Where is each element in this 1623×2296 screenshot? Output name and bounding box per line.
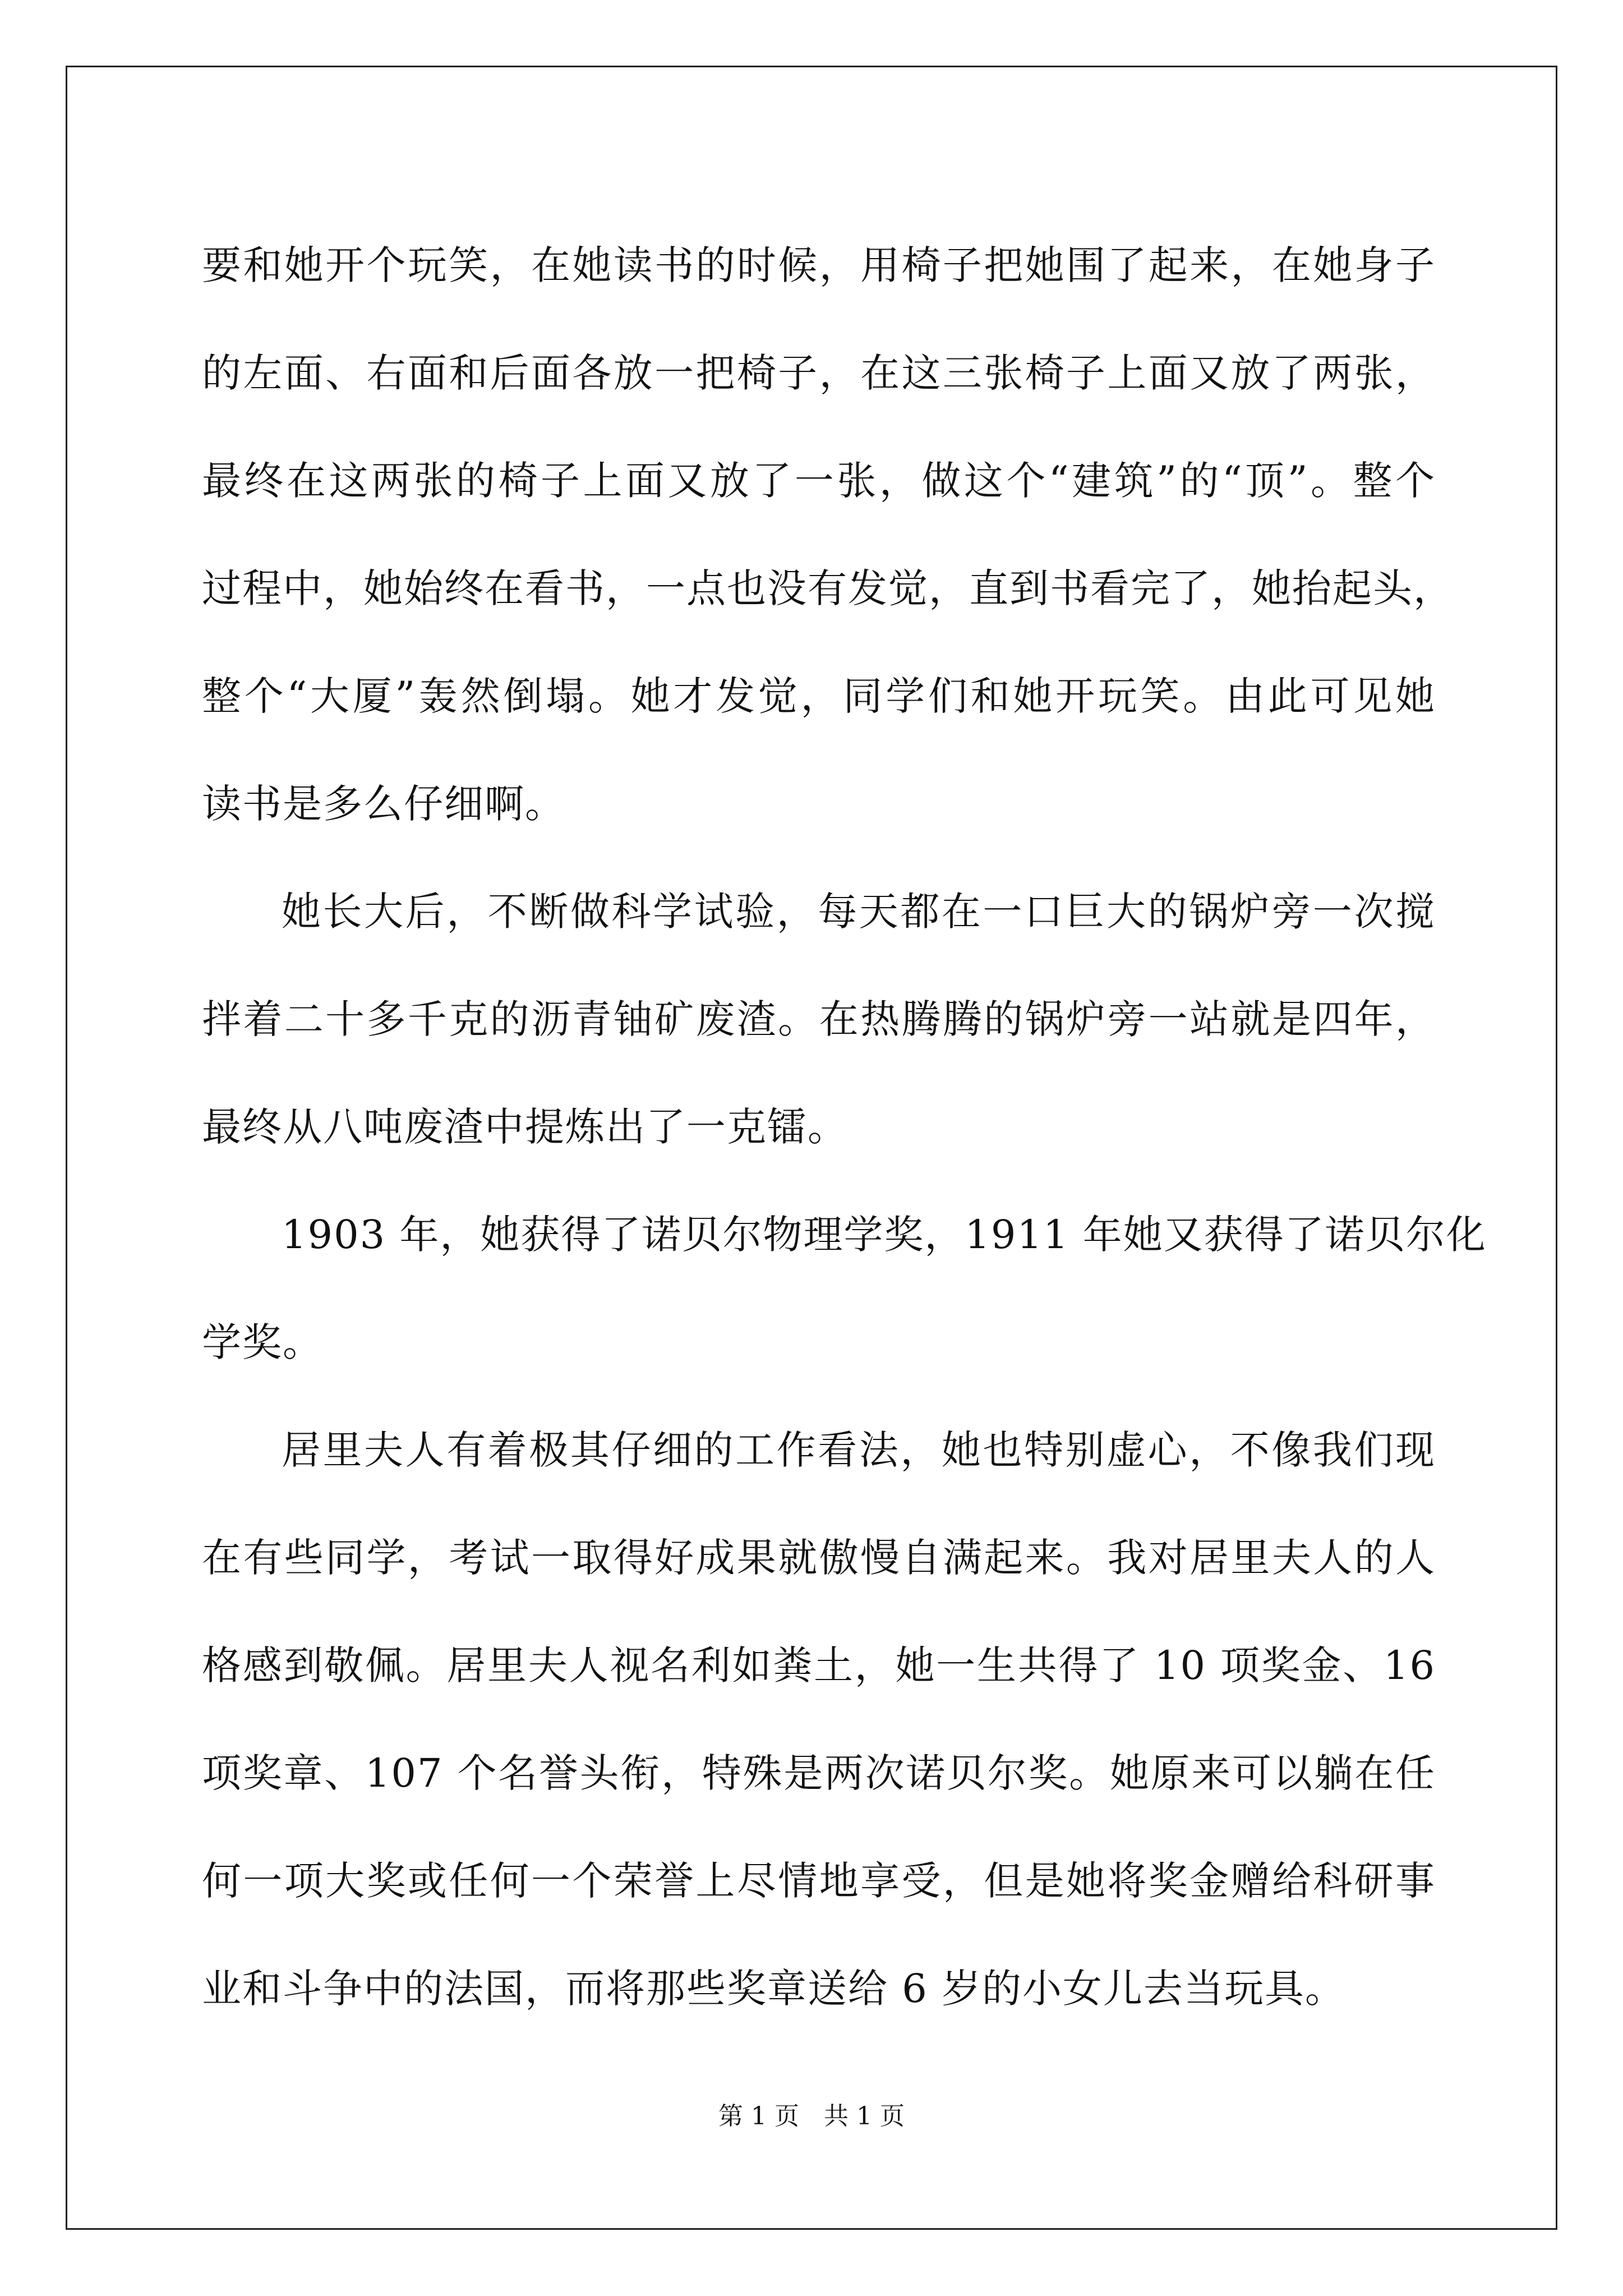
text-line: 她长大后，不断做科学试验，每天都在一口巨大的锅炉旁一次搅 [282, 889, 1436, 935]
text-line: 学奖。 [202, 1319, 323, 1365]
text-line: 拌着二十多千克的沥青铀矿废渣。在热腾腾的锅炉旁一站就是四年， [202, 996, 1436, 1042]
document-body [202, 211, 1487, 2042]
text-line: 过程中，她始终在看书，一点也没有发觉，直到书看完了，她抬起头， [202, 565, 1454, 611]
text-line: 项奖章、107 个名誉头衔，特殊是两次诺贝尔奖。她原来可以躺在任 [202, 1750, 1436, 1796]
page-number-footer: 第 1 页 共 1 页 [718, 2102, 905, 2131]
text-line: 在有些同学，考试一取得好成果就傲慢自满起来。我对居里夫人的人 [202, 1535, 1436, 1581]
text-line: 最终在这两张的椅子上面又放了一张，做这个“建筑”的“顶”。整个 [202, 458, 1436, 504]
text-line: 读书是多么仔细啊。 [202, 781, 565, 827]
text-line: 居里夫人有着极其仔细的工作看法，她也特别虚心，不像我们现 [282, 1427, 1436, 1473]
text-line: 业和斗争中的法国，而将那些奖章送给 6 岁的小女儿去当玩具。 [202, 1966, 1346, 2012]
text-line: 最终从八吨废渣中提炼出了一克镭。 [202, 1104, 848, 1150]
text-line: 的左面、右面和后面各放一把椅子，在这三张椅子上面又放了两张， [202, 350, 1436, 396]
text-line: 1903 年，她获得了诺贝尔物理学奖，1911 年她又获得了诺贝尔化 [282, 1212, 1487, 1258]
text-line: 何一项大奖或任何一个荣誉上尽情地享受，但是她将奖金赠给科研事 [202, 1858, 1436, 1904]
text-line: 格感到敬佩。居里夫人视名利如粪土，她一生共得了 10 项奖金、16 [202, 1642, 1436, 1688]
text-line: 整个“大厦”轰然倒塌。她才发觉，同学们和她开玩笑。由此可见她 [202, 673, 1436, 719]
text-line: 要和她开个玩笑，在她读书的时候，用椅子把她围了起来，在她身子 [202, 242, 1436, 288]
